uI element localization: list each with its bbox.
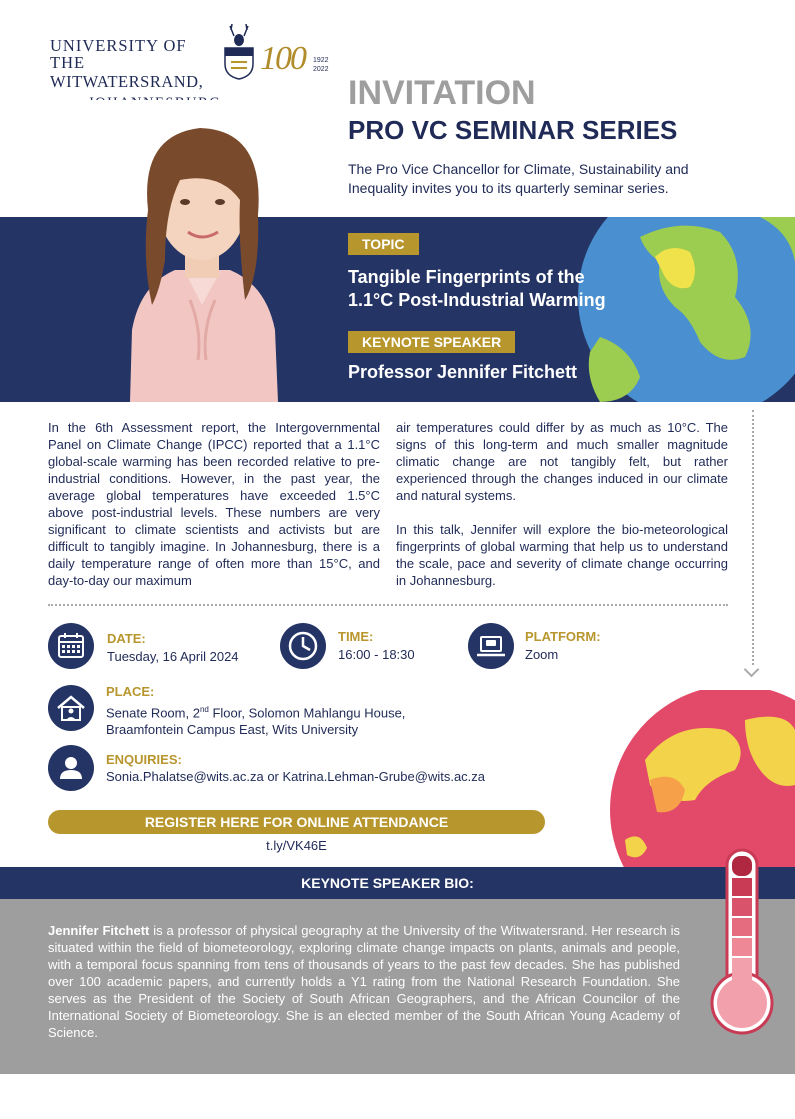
abstract-column-2: air temperatures could differ by as much as 10°C. The signs of this long-term and much smaller magnitude climatic change are not tangibly felt, but rather experienced through the changes induced in our climate and natural systems. In this talk, Jennifer will explore the bio-meteorological fingerprints of global warming that help us to understand the scale, pace and severity of climate change occurring in Johannesburg. xyxy=(396,420,728,588)
warm-globe-illustration xyxy=(585,690,795,870)
house-icon xyxy=(48,685,94,731)
thermometer-icon xyxy=(700,848,780,1038)
centenary-years: 1922 2022 xyxy=(313,57,329,73)
arrow-down-icon xyxy=(744,662,760,678)
register-link[interactable]: t.ly/VK46E xyxy=(266,838,327,853)
platform-label: PLATFORM: xyxy=(525,629,601,644)
university-line2: WITWATERSRAND, xyxy=(50,72,204,91)
enquiries-label: ENQUIRIES: xyxy=(106,752,182,767)
speaker-name: Professor Jennifer Fitchett xyxy=(348,362,578,382)
platform-value: Zoom xyxy=(525,647,559,662)
bio-heading: KEYNOTE SPEAKER BIO: xyxy=(301,875,474,891)
calendar-icon xyxy=(48,623,94,669)
time-value: 16:00 - 18:30 xyxy=(338,647,415,662)
place-value: Senate Room, 2nd Floor, Solomon Mahlangu House, Braamfontein Campus East, Wits University xyxy=(106,705,406,738)
date-value: Tuesday, 16 April 2024 xyxy=(107,649,239,664)
keynote-badge: KEYNOTE SPEAKER xyxy=(348,331,515,353)
topic-title: Tangible Fingerprints of the 1.1°C Post-Industrial Warming xyxy=(348,267,606,310)
place-label: PLACE: xyxy=(106,684,155,699)
vertical-dotted-line xyxy=(752,410,754,665)
bio-text: Jennifer Fitchett is a professor of physical geography at the University of the Witwatersrand. Her research is situated within the field of biometeorology, exploring climate change impacts on plants, animals and people, with a temporal focus spanning from tens of thousands of years to the past few decades. She has published over 100 academic papers, and currently holds a Y1 rating from the National Research Foundation. She serves as the President of the Society of South African Geographers, and the African Councilor of the International Society of Biometeorology. She is an elected member of the South African Young Academy of Science. xyxy=(48,923,681,1040)
invitation-heading: INVITATION xyxy=(348,74,536,112)
university-crest-icon xyxy=(222,22,256,80)
divider xyxy=(48,604,728,606)
topic-badge: TOPIC xyxy=(348,233,419,255)
person-icon xyxy=(48,745,94,791)
abstract-column-1: In the 6th Assessment report, the Intergovernmental Panel on Climate Change (IPCC) reported that a 1.1°C global-scale warming has been recorded relative to pre-industrial conditions. However, in the past year, the average global temperatures have exceeded 1.5°C above post-industrial levels. These numbers are very significant to climate scientists and activists but are difficult to tangibly imagine. In Johannesburg, there is a daily temperature range of often more than 15°C, and day-to-day our maximum xyxy=(48,420,380,588)
enquiries-value[interactable]: Sonia.Phalatse@wits.ac.za or Katrina.Lehman-Grube@wits.ac.za xyxy=(106,769,486,784)
speaker-photo xyxy=(70,100,332,402)
intro-text: The Pro Vice Chancellor for Climate, Sustainability and Inequality invites you to its quarterly seminar series. xyxy=(348,161,689,196)
time-label: TIME: xyxy=(338,629,374,644)
series-title: PRO VC SEMINAR SERIES xyxy=(348,115,678,145)
date-label: DATE: xyxy=(107,631,146,646)
laptop-chat-icon xyxy=(468,623,514,669)
clock-icon xyxy=(280,623,326,669)
bio-heading-bar xyxy=(0,867,795,899)
university-line1: UNIVERSITY OF THE xyxy=(50,36,187,72)
register-button[interactable]: REGISTER HERE FOR ONLINE ATTENDANCE xyxy=(48,810,545,834)
centenary-mark: 100 xyxy=(260,40,305,77)
